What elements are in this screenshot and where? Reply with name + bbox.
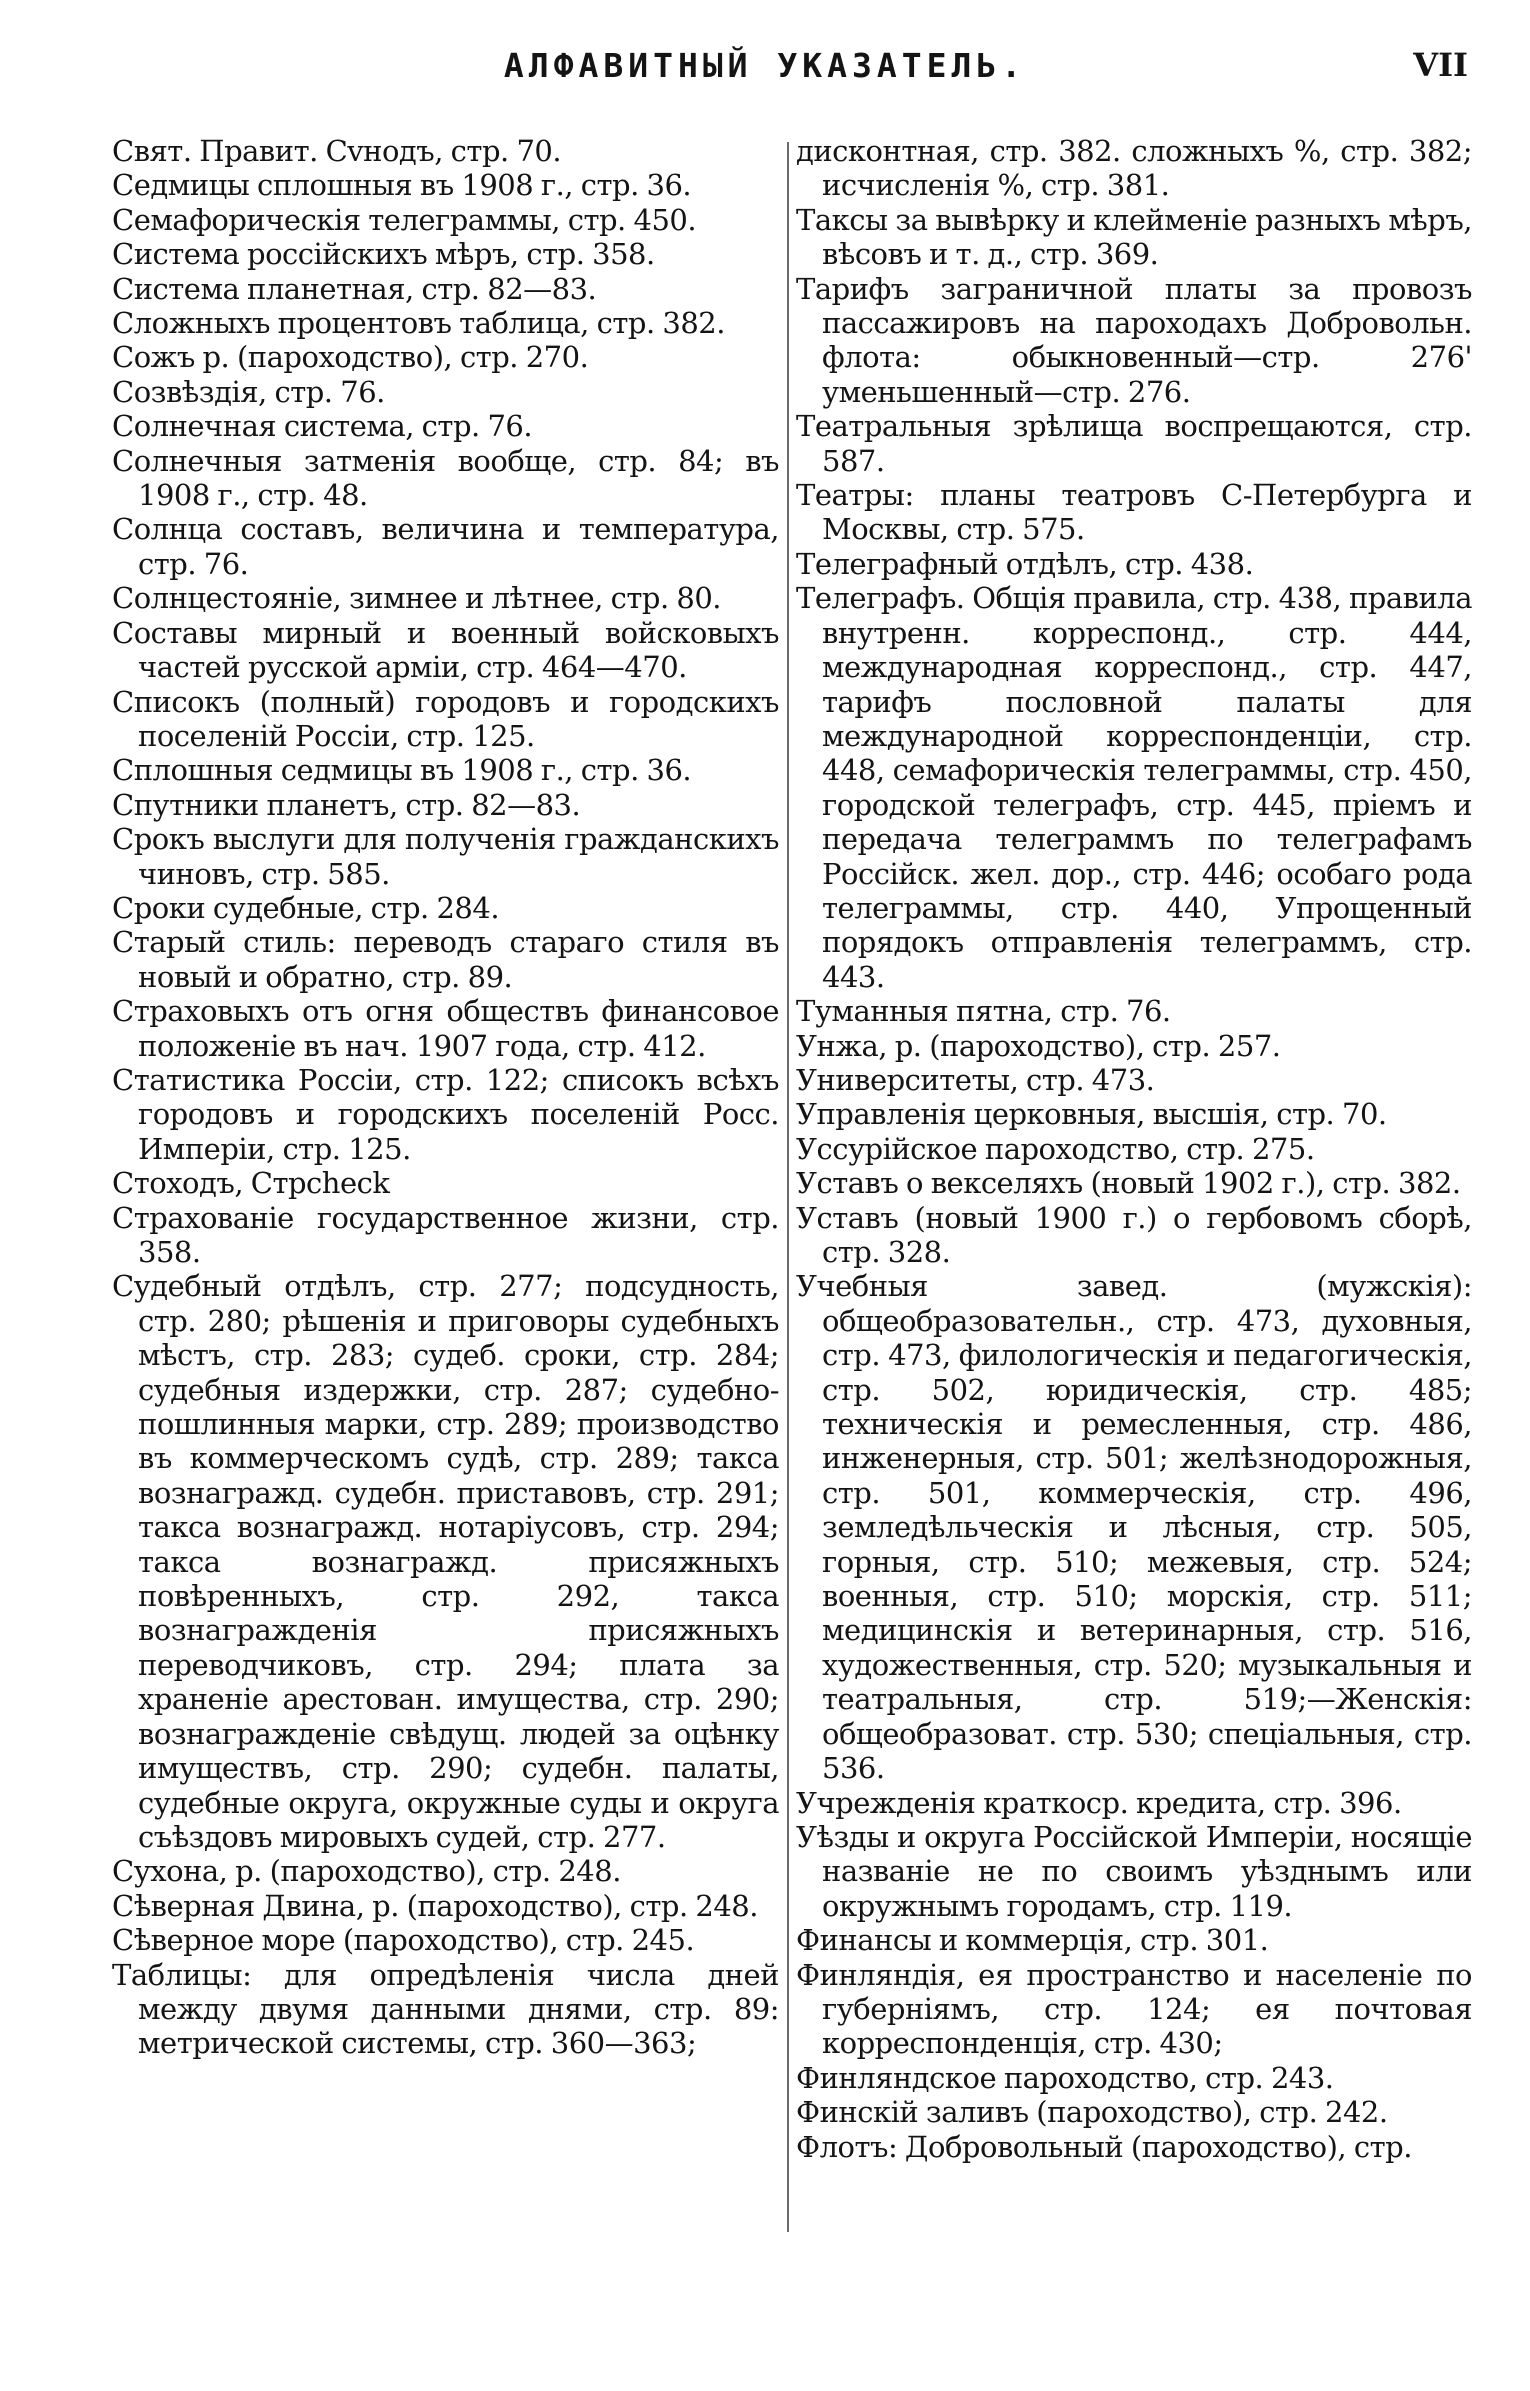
index-entry: Учрежденія краткоср. кредита, стр. 396.: [796, 1785, 1402, 1820]
index-entry: Финансы и коммерція, стр. 301.: [796, 1923, 1269, 1958]
index-entry: Созвѣздія, стр. 76.: [112, 374, 385, 409]
index-entry: Система планетная, стр. 82—83.: [112, 271, 597, 306]
index-entry: Страховыхъ отъ огня обществъ финансовое положеніе въ нач. 1907 года, стр. 412.: [112, 994, 779, 1063]
index-entry: Стоходъ, Стрcheck: [112, 1166, 390, 1201]
index-entry: Сѣверное море (пароходство), стр. 245.: [112, 1923, 695, 1958]
page-header: [0, 32, 1530, 92]
index-entry: Седмицы сплошныя въ 1908 г., стр. 36.: [112, 168, 692, 203]
index-entry: Солнечная система, стр. 76.: [112, 409, 533, 444]
index-entry: Статистика Россіи, стр. 122; списокъ всѣхъ городовъ и городскихъ поселеній Росс. Имперіи, стр. 125.: [112, 1062, 779, 1166]
index-entry: Система россійскихъ мѣръ, стр. 358.: [112, 237, 655, 272]
index-entry: Сроки судебные, стр. 284.: [112, 890, 500, 925]
index-entry: Театральныя зрѣлища воспрещаются, стр. 587.: [796, 409, 1472, 478]
index-entry: Списокъ (полный) городовъ и городскихъ поселеній Россіи, стр. 125.: [112, 684, 779, 753]
page-title: АЛФАВИТНЫЙ УКАЗАТЕЛЬ.: [503, 46, 1027, 85]
index-entry: Телеграфный отдѣлъ, стр. 438.: [796, 546, 1254, 581]
index-entry: Семафорическія телеграммы, стр. 450.: [112, 202, 697, 237]
index-entry: Управленія церковныя, высшія, стр. 70.: [796, 1097, 1387, 1132]
index-entry: Старый стиль: переводъ стараго стиля въ новый и обратно, стр. 89.: [112, 925, 779, 994]
index-entry: Университеты, стр. 473.: [796, 1062, 1155, 1097]
index-entry: Сложныхъ процентовъ таблица, стр. 382.: [112, 306, 725, 341]
page-number: VII: [1413, 46, 1468, 84]
index-column-left: [112, 134, 779, 2234]
index-entry: Уссурійское пароходство, стр. 275.: [796, 1131, 1315, 1166]
index-entry: Уѣзды и округа Россійской Имперіи, носящіе названіе не по своимъ уѣзднымъ или окружнымъ городамъ, стр. 119.: [796, 1819, 1472, 1923]
index-column-right: [796, 134, 1472, 2234]
index-entry: Спутники планетъ, стр. 82—83.: [112, 787, 581, 822]
column-divider: [787, 142, 789, 2232]
index-entry: Таксы за вывѣрку и клейменіе разныхъ мѣръ, вѣсовъ и т. д., стр. 369.: [796, 202, 1472, 272]
index-entry: Судебный отдѣлъ, стр. 277; подсудность, стр. 280; рѣшенія и приговоры судебныхъ мѣстъ, стр. 283; судеб. сроки, стр. 284; судебныя издержки, стр. 287; судебно-пошлинныя марки, стр. 289; производство въ коммерческомъ судѣ, стр. 289; такса вознагражд. судебн. приставовъ, стр. 291; такса вознагражд. нотаріусовъ, стр. 294; такса вознагражд. присяжныхъ повѣренныхъ, стр. 292, такса вознагражденія присяжныхъ переводчиковъ, стр. 294; плата за храненіе арестован. имущества, стр. 290; вознагражденіе свѣдущ. людей за оцѣнку имуществъ, стр. 290; судебн. палаты, судебные округа, окружные суды и округа съѣздовъ мировыхъ судей, стр. 277.: [112, 1269, 779, 1854]
index-entry: Финляндское пароходство, стр. 243.: [796, 2060, 1334, 2095]
index-entry: Телеграфъ. Общія правила, стр. 438, правила внутренн. корреспонд., стр. 444, международная корреспонд., стр. 447, тарифъ пословной палаты для международной корреспонденціи, стр. 448, семафорическія телеграммы, стр. 450, городской телеграфъ, стр. 445, пріемъ и передача телеграммъ по телеграфамъ Россійск. жел. дор., стр. 446; особаго рода телеграммы, стр. 440, Упрощенный порядокъ отправленія телеграммъ, стр. 443.: [796, 581, 1472, 994]
index-entry: Унжа, р. (пароходство), стр. 257.: [796, 1028, 1281, 1063]
index-entry: Сплошныя седмицы въ 1908 г., стр. 36.: [112, 753, 692, 788]
index-entry: Уставъ (новый 1900 г.) о гербовомъ сборѣ, стр. 328.: [796, 1200, 1472, 1269]
index-entry: Флотъ: Добровольный (пароходство), стр.: [796, 2129, 1412, 2164]
index-entry: Туманныя пятна, стр. 76.: [796, 994, 1171, 1029]
index-entry: Сухона, р. (пароходство), стр. 248.: [112, 1854, 621, 1889]
index-entry: Страхованіе государственное жизни, стр. 358.: [112, 1200, 779, 1269]
index-entry: Солнечныя затменія вообще, стр. 84; въ 1908 г., стр. 48.: [112, 443, 779, 513]
index-entry: Финляндія, ея пространство и населеніе по губерніямъ, стр. 124; ея почтовая корреспонденція, стр. 430;: [796, 1957, 1472, 2061]
index-entry: Солнцестояніе, зимнее и лѣтнее, стр. 80.: [112, 581, 722, 616]
index-entry: Учебныя завед. (мужскія): общеобразовательн., стр. 473, духовныя, стр. 473, филологическія и педагогическія, стр. 502, юридическія, стр. 485; техническія и ремесленныя, стр. 486, инженерныя, стр. 501; желѣзнодорожныя, стр. 501, коммерческія, стр. 496, земледѣльческія и лѣсныя, стр. 505, горныя, стр. 510; межевыя, стр. 524; военныя, стр. 510; морскія, стр. 511; медицинскія и ветеринарныя, стр. 516, художественныя, стр. 520; музыкальныя и театральныя, стр. 519;—Женскія: общеобразоват. стр. 530; спеціальныя, стр. 536.: [796, 1269, 1472, 1786]
index-entry: Таблицы: для опредѣленія числа дней между двумя данными днями, стр. 89: метрической системы, стр. 360—363;: [112, 1957, 779, 2061]
index-entry: Финскій заливъ (пароходство), стр. 242.: [796, 2095, 1388, 2130]
index-entry: Свят. Правит. Сvнодъ, стр. 70.: [112, 134, 562, 168]
index-entry: Сѣверная Двина, р. (пароходство), стр. 248.: [112, 1888, 758, 1923]
index-entry: дисконтная, стр. 382. сложныхъ %, стр. 382; исчисленія %, стр. 381.: [796, 134, 1472, 203]
index-entry: Составы мирный и военный войсковыхъ частей русской арміи, стр. 464—470.: [112, 615, 779, 685]
index-entry: Тарифъ заграничной платы за провозъ пассажировъ на пароходахъ Добровольн. флота: обыкновенный—стр. 276' уменьшенный—стр. 276.: [796, 271, 1472, 409]
index-entry: Театры: планы театровъ С-Петербурга и Москвы, стр. 575.: [796, 478, 1472, 547]
index-entry: Уставъ о векселяхъ (новый 1902 г.), стр. 382.: [796, 1166, 1461, 1201]
index-entry: Солнца составъ, величина и температура, стр. 76.: [112, 512, 779, 581]
index-entry: Срокъ выслуги для полученія гражданскихъ чиновъ, стр. 585.: [112, 822, 779, 891]
index-entry: Сожъ р. (пароходство), стр. 270.: [112, 340, 589, 375]
